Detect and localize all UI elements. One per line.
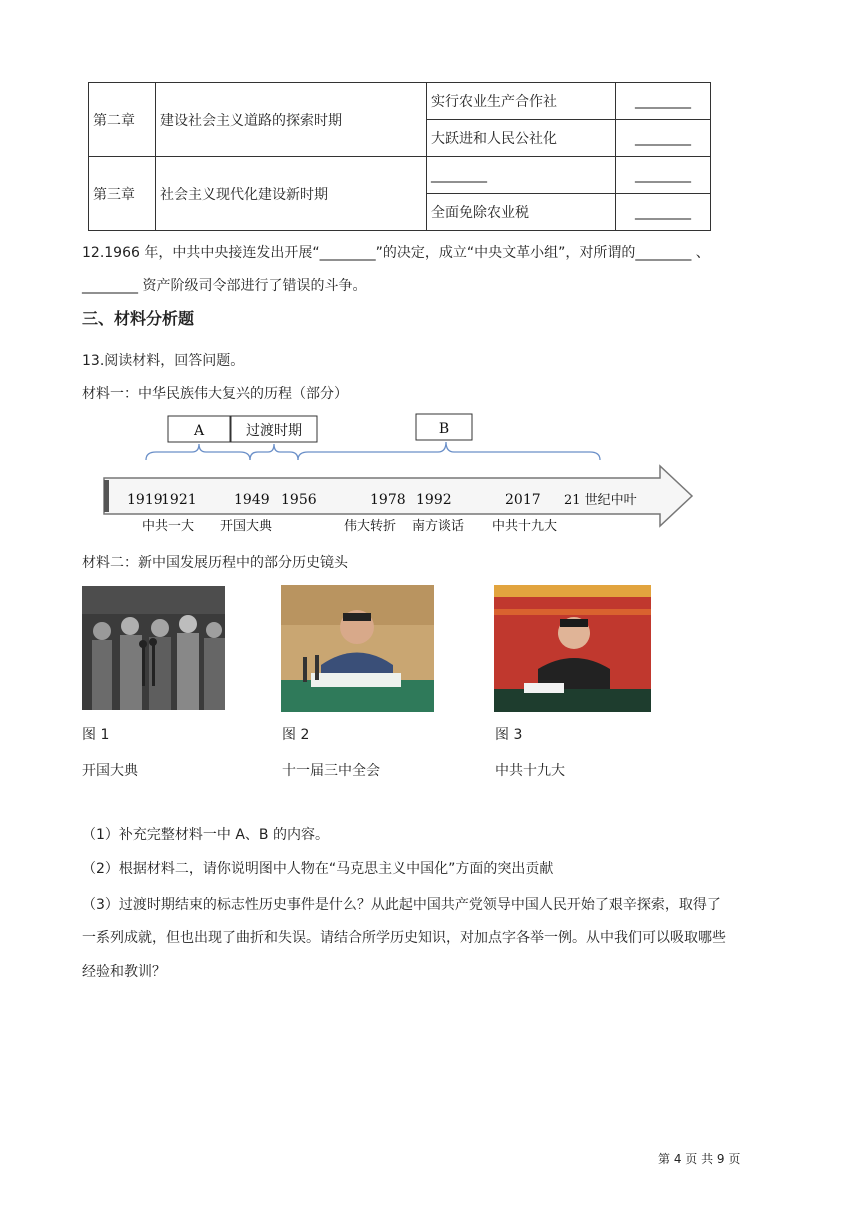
photo-founding-ceremony <box>82 586 225 710</box>
q13-part3-line3: 经验和教训？ <box>82 964 166 980</box>
timeline-start-marker <box>104 480 109 512</box>
section-title: 三、材料分析题 <box>82 309 195 328</box>
figure-number: 图 3 <box>495 727 523 743</box>
event-label: 中共十九大 <box>492 519 558 534</box>
event-cell: 全面免除农业税 <box>427 194 616 231</box>
q12-line1: 12.1966 年，中共中央接连发出开展“________”的决定，成立“中央文革小组”，对所谓的________ 、 <box>82 245 710 261</box>
material1-label: 材料一：中华民族伟大复兴的历程（部分） <box>82 386 348 402</box>
figure-title: 中共十九大 <box>495 763 565 779</box>
figure-number: 图 2 <box>282 727 310 743</box>
figure-title: 十一届三中全会 <box>282 763 380 779</box>
event-label: 南方谈话 <box>412 519 465 534</box>
year-label: 1919 <box>127 492 163 508</box>
event-label: 中共一大 <box>142 519 195 534</box>
year-label: 1978 <box>370 492 406 508</box>
q13-intro: 13.阅读材料，回答问题。 <box>82 353 245 369</box>
event-cell: 大跃进和人民公社化 <box>427 120 616 157</box>
q12-line2: ________ 资产阶级司令部进行了错误的斗争。 <box>82 278 367 294</box>
figure-title: 开国大典 <box>82 763 138 779</box>
page-number: 第 4 页 共 9 页 <box>658 1152 741 1166</box>
box-b-label: B <box>438 421 450 437</box>
event-cell[interactable]: ________ <box>427 157 616 194</box>
brace-b <box>298 442 600 460</box>
q13-part3-line1: （3）过渡时期结束的标志性历史事件是什么？从此起中国共产党领导中国人民开始了艰辛探索，取得了 <box>82 897 721 913</box>
year-label: 1921 <box>161 492 197 508</box>
event-label: 伟大转折 <box>344 519 397 534</box>
photo-19th-congress <box>494 585 651 712</box>
answer-cell[interactable]: ________ <box>616 194 711 231</box>
brace-a <box>146 444 250 460</box>
year-label: 21 世纪中叶 <box>564 493 637 508</box>
event-label: 开国大典 <box>220 519 273 534</box>
answer-cell[interactable]: ________ <box>616 157 711 194</box>
timeline-diagram <box>100 408 700 538</box>
period-cell: 社会主义现代化建设新时期 <box>156 157 427 231</box>
q13-part2: （2）根据材料二，请你说明图中人物在“马克思主义中国化”方面的突出贡献 <box>82 861 554 877</box>
year-label: 1992 <box>416 492 452 508</box>
event-cell: 实行农业生产合作社 <box>427 83 616 120</box>
brace-transition <box>250 444 298 460</box>
box-a-label: A <box>193 423 205 439</box>
answer-cell[interactable]: ________ <box>616 120 711 157</box>
chapter-cell: 第二章 <box>89 83 156 157</box>
period-cell: 建设社会主义道路的探索时期 <box>156 83 427 157</box>
photo-third-plenum <box>281 585 434 712</box>
q13-part1: （1）补充完整材料一中 A、B 的内容。 <box>82 827 329 843</box>
chapter-cell: 第三章 <box>89 157 156 231</box>
year-label: 1949 <box>234 492 270 508</box>
year-label: 1956 <box>281 492 317 508</box>
box-transition-label: 过渡时期 <box>246 423 302 439</box>
q13-part3-line2: 一系列成就，但也出现了曲折和失误。请结合所学历史知识，对加点字各举一例。从中我们可以吸取哪些 <box>82 930 726 946</box>
material2-label: 材料二：新中国发展历程中的部分历史镜头 <box>82 555 348 571</box>
answer-cell[interactable]: ________ <box>616 83 711 120</box>
figure-number: 图 1 <box>82 727 110 743</box>
chapter-table <box>88 82 711 231</box>
year-label: 2017 <box>505 492 541 508</box>
